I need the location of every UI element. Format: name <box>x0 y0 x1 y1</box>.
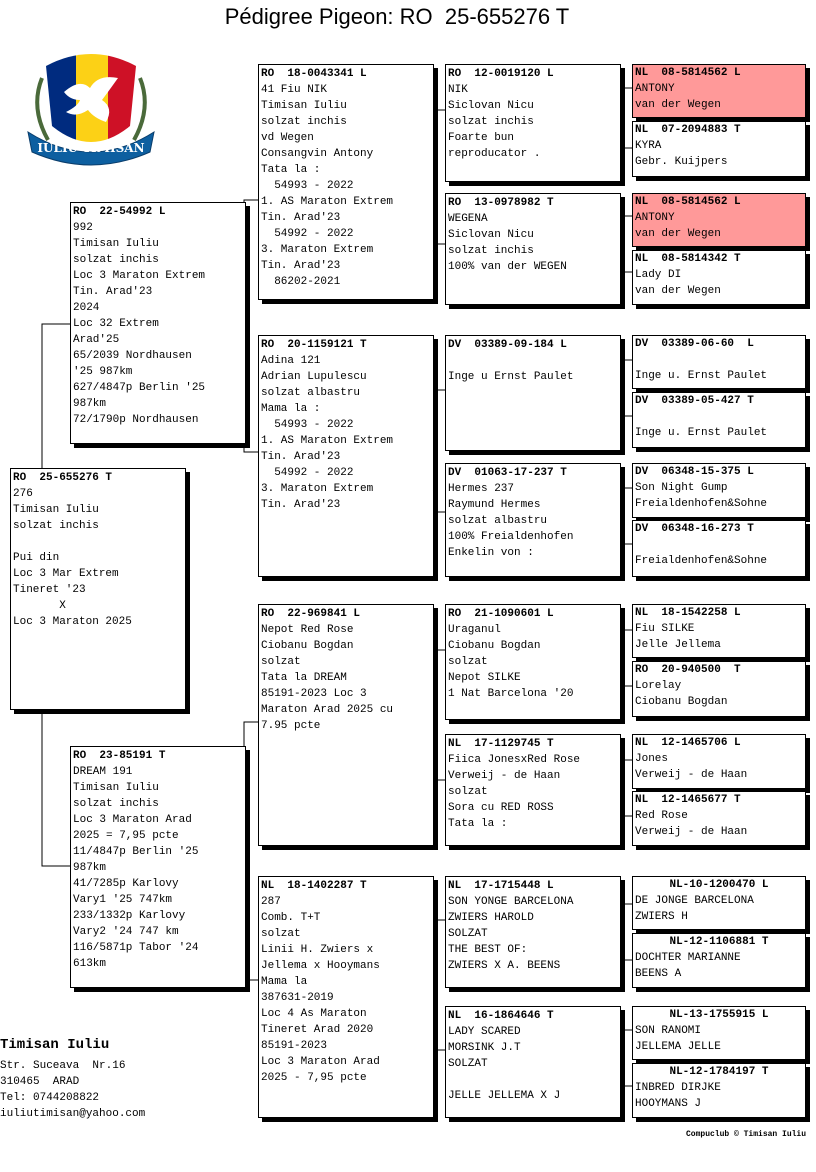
pigeon-info-line: solzat <box>261 928 301 940</box>
owner-info <box>0 1036 145 1122</box>
pigeon-info-line: Ciobanu Bogdan <box>635 696 728 708</box>
pigeon-info-line: solzat inchis <box>73 798 159 810</box>
pigeon-info-line: 3. Maraton Extrem <box>261 483 374 495</box>
pigeon-info-line <box>446 353 620 369</box>
ring-number: NL 18-1542258 L <box>635 607 741 619</box>
pigeon-info-line: Freialdenhofen&Sohne <box>635 498 768 510</box>
pigeon-info-line: Fiu SILKE <box>635 623 695 635</box>
pigeon-dds <box>445 876 621 988</box>
pigeon-info-line: ZWIERS X A. BEENS <box>448 960 561 972</box>
pigeon-info-line: Tin. Arad'23 <box>261 499 341 511</box>
pigeon-info-line: 3. Maraton Extrem <box>261 244 374 256</box>
pigeon-info-line: DOCHTER MARIANNE <box>635 952 741 964</box>
pigeon-info-line: Timisan Iuliu <box>261 100 347 112</box>
pigeon-info-line: Tin. Arad'23 <box>261 260 341 272</box>
pigeon-info-line: SON YONGE BARCELONA <box>448 896 574 908</box>
pigeon-info-line: Jelle Jellema <box>635 639 721 651</box>
ring-number: NL 07-2094883 T <box>635 124 741 136</box>
pigeon-info-line: Tineret '23 <box>13 584 86 596</box>
pigeon-info-line: Tata la : <box>448 818 508 830</box>
ring-number: DV 03389-06-60 L <box>635 338 754 350</box>
pigeon-g12 <box>632 791 806 846</box>
pigeon-info-line: SOLZAT <box>448 928 488 940</box>
pigeon-info-line: Comb. T+T <box>261 912 321 924</box>
pigeon-info-line: Ciobanu Bogdan <box>261 640 354 652</box>
pigeon-info-line: 1. AS Maraton Extrem <box>261 435 394 447</box>
pigeon-info-line: SON RANOMI <box>635 1025 702 1037</box>
pigeon-info-line: 100% Freialdenhofen <box>448 531 574 543</box>
pigeon-info-line: solzat inchis <box>13 520 99 532</box>
pigeon-info-line: van der Wegen <box>635 285 721 297</box>
owner-phone: Tel: 0744208822 <box>0 1092 100 1104</box>
pigeon-info-line: Hermes 237 <box>448 483 515 495</box>
ring-number: DV 03389-05-427 T <box>635 395 754 407</box>
pigeon-info-line: Sora cu RED ROSS <box>448 802 554 814</box>
pigeon-info-line: Fiica JonesxRed Rose <box>448 754 581 766</box>
pigeon-info-line: Timisan Iuliu <box>73 238 159 250</box>
pigeon-info-line: ANTONY <box>635 83 675 95</box>
ring-number: NL 17-1129745 T <box>448 738 554 750</box>
pigeon-sire <box>70 202 246 444</box>
pigeon-info-line: HOOYMANS J <box>635 1098 702 1110</box>
pigeon-info-line: solzat inchis <box>448 245 534 257</box>
ring-number: NL 12-1465677 T <box>635 794 741 806</box>
pigeon-info-line: Verweij - de Haan <box>635 769 748 781</box>
pigeon-info-line: Tineret Arad 2020 <box>261 1024 374 1036</box>
pigeon-info-line: 100% van der WEGEN <box>448 261 567 273</box>
pigeon-info-line: Adrian Lupulescu <box>261 371 367 383</box>
pigeon-info-line: NIK <box>448 84 468 96</box>
pigeon-info-line: 2024 <box>73 302 100 314</box>
owner-email: iuliutimisan@yahoo.com <box>0 1108 146 1120</box>
pigeon-info-line: 72/1790p Nordhausen <box>73 414 199 426</box>
ring-number: DV 06348-16-273 T <box>635 523 754 535</box>
pigeon-info-line: Verweij - de Haan <box>448 770 561 782</box>
pigeon-info-line: Tata la : <box>261 164 321 176</box>
pigeon-ssd <box>445 193 621 305</box>
pigeon-info-line: Mama la <box>261 976 308 988</box>
pigeon-g1 <box>632 64 806 118</box>
pigeon-g2 <box>632 121 806 177</box>
footer-credit: Compuclub © Timisan Iuliu <box>686 1130 807 1139</box>
pigeon-info-line: 54992 - 2022 <box>261 467 354 479</box>
pigeon-info-line: 627/4847p Berlin '25 <box>73 382 206 394</box>
ring-number: NL-10-1200470 L <box>669 879 769 891</box>
pigeon-info-line: Raymund Hermes <box>448 499 541 511</box>
pigeon-info-line: '25 987km <box>73 366 133 378</box>
pigeon-info-line: KYRA <box>635 140 662 152</box>
pigeon-info-line: Loc 3 Maraton 2025 <box>13 616 132 628</box>
owner-name: Timisan Iuliu <box>0 1037 110 1053</box>
pigeon-info-line: Timisan Iuliu <box>13 504 99 516</box>
pigeon-info-line: Loc 4 As Maraton <box>261 1008 367 1020</box>
pigeon-info-line: LADY SCARED <box>448 1026 521 1038</box>
pigeon-g14 <box>632 933 806 988</box>
pigeon-info-line: Nepot Red Rose <box>261 624 354 636</box>
ring-number: RO 13-0978982 T <box>448 197 554 209</box>
pigeon-info-line: Arad'25 <box>73 334 120 346</box>
pigeon-sire-sire <box>258 64 434 300</box>
pigeon-g11 <box>632 734 806 789</box>
pigeon-info-line: Ciobanu Bogdan <box>448 640 541 652</box>
pigeon-info-line: vd Wegen <box>261 132 314 144</box>
pigeon-g9 <box>632 604 806 658</box>
pigeon-info-line: Maraton Arad 2025 cu <box>261 704 394 716</box>
pigeon-info-line: 387631-2019 <box>261 992 334 1004</box>
pigeon-info-line: Son Night Gump <box>635 482 728 494</box>
ring-number: RO 21-1090601 L <box>448 608 554 620</box>
pigeon-info-line: Pui din <box>13 552 60 564</box>
page-title: Pédigree Pigeon: RO 25-655276 T <box>224 4 570 29</box>
pigeon-g8 <box>632 520 806 577</box>
pigeon-info-line: Lorelay <box>635 680 682 692</box>
ring-number: NL-13-1755915 L <box>669 1009 769 1021</box>
pigeon-info-line: Lady DI <box>635 269 682 281</box>
pigeon-info-line: Loc 3 Maraton Arad <box>73 814 192 826</box>
ring-number: NL-12-1106881 T <box>669 936 769 948</box>
pigeon-dss <box>445 604 621 720</box>
pigeon-info-line: Uraganul <box>448 624 501 636</box>
pigeon-info-line: INBRED DIRJKE <box>635 1082 721 1094</box>
pigeon-info-line: Foarte bun <box>448 132 515 144</box>
pigeon-info-line <box>633 352 805 368</box>
ring-number: RO 20-1159121 T <box>261 339 367 351</box>
ring-number: RO 23-85191 T <box>73 750 166 762</box>
pigeon-info-line: WEGENA <box>448 213 488 225</box>
ring-number: NL-12-1784197 T <box>669 1066 769 1078</box>
pigeon-info-line: 86202-2021 <box>261 276 341 288</box>
pigeon-info-line: 41/7285p Karlovy <box>73 878 179 890</box>
pigeon-info-line: Adina 121 <box>261 355 321 367</box>
pigeon-dam-dam <box>258 876 434 1118</box>
pigeon-info-line: Vary2 '24 747 km <box>73 926 179 938</box>
pigeon-g6 <box>632 392 806 448</box>
pigeon-info-line: 992 <box>73 222 93 234</box>
pigeon-info-line: Vary1 '25 747km <box>73 894 173 906</box>
ring-number: RO 22-969841 L <box>261 608 361 620</box>
ring-number: NL 08-5814562 L <box>635 196 741 208</box>
pigeon-info-line: solzat albastru <box>261 387 361 399</box>
pigeon-info-line: DREAM 191 <box>73 766 133 778</box>
logo-text: IULIU TIMISAN <box>37 141 145 155</box>
pigeon-info-line: solzat inchis <box>73 254 159 266</box>
pigeon-sdd <box>445 463 621 577</box>
pigeon-info-line: 613km <box>73 958 107 970</box>
pigeon-info-line: Linii H. Zwiers x <box>261 944 374 956</box>
ring-number: NL 12-1465706 L <box>635 737 741 749</box>
pigeon-sss <box>445 64 621 182</box>
pigeon-info-line: DE JONGE BARCELONA <box>635 895 754 907</box>
pigeon-info-line: 116/5871p Tabor '24 <box>73 942 199 954</box>
ring-number: NL 08-5814562 L <box>635 67 741 79</box>
pigeon-g10 <box>632 661 806 717</box>
pigeon-info-line: 85191-2023 <box>261 1040 328 1052</box>
pigeon-info-line: Siclovan Nicu <box>448 100 534 112</box>
pigeon-info-line: 287 <box>261 896 281 908</box>
pigeon-g5 <box>632 335 806 389</box>
ring-number: RO 18-0043341 L <box>261 68 367 80</box>
pigeon-ddd <box>445 1006 621 1118</box>
pigeon-dam-sire <box>258 604 434 846</box>
pigeon-info-line: 2025 = 7,95 pcte <box>73 830 179 842</box>
pigeon-g13 <box>632 876 806 930</box>
pigeon-info-line: solzat inchis <box>448 116 534 128</box>
ring-number: DV 06348-15-375 L <box>635 466 754 478</box>
pigeon-info-line: van der Wegen <box>635 228 721 240</box>
pigeon-info-line: 987km <box>73 862 107 874</box>
pigeon-subject <box>10 468 186 710</box>
pigeon-info-line: 41 Fiu NIK <box>261 84 328 96</box>
pigeon-info-line: 54993 - 2022 <box>261 419 354 431</box>
pigeon-info-line: BEENS A <box>635 968 682 980</box>
pigeon-g16 <box>632 1063 806 1118</box>
pigeon-info-line: 1. AS Maraton Extrem <box>261 196 394 208</box>
pigeon-info-line: ZWIERS H <box>635 911 688 923</box>
pigeon-info-line <box>633 409 805 425</box>
pigeon-info-line: ZWIERS HAROLD <box>448 912 534 924</box>
owner-city: 310465 ARAD <box>0 1076 80 1088</box>
pigeon-info-line <box>633 537 805 545</box>
pigeon-info-line: Freialdenhofen&Sohne <box>635 555 768 567</box>
ring-number: NL 08-5814342 T <box>635 253 741 265</box>
ring-number: RO 12-0019120 L <box>448 68 554 80</box>
ring-number: RO 25-655276 T <box>13 472 113 484</box>
pigeon-info-line: Loc 3 Mar Extrem <box>13 568 119 580</box>
pigeon-info-line: Jellema x Hooymans <box>261 960 380 972</box>
pigeon-info-line: 233/1332p Karlovy <box>73 910 186 922</box>
pigeon-g15 <box>632 1006 806 1060</box>
pigeon-info-line: Inge u Ernst Paulet <box>448 371 574 383</box>
pigeon-info-line: Mama la : <box>261 403 321 415</box>
pigeon-sire-dam <box>258 335 434 577</box>
ring-number: NL 18-1402287 T <box>261 880 367 892</box>
pigeon-info-line: solzat <box>261 656 301 668</box>
ring-number: DV 03389-09-184 L <box>448 339 567 351</box>
pigeon-info-line: 276 <box>13 488 33 500</box>
ring-number: RO 22-54992 L <box>73 206 166 218</box>
pigeon-info-line <box>446 1072 620 1088</box>
pigeon-info-line: Red Rose <box>635 810 688 822</box>
pigeon-info-line: 2025 - 7,95 pcte <box>261 1072 367 1084</box>
pigeon-info-line: SOLZAT <box>448 1058 488 1070</box>
pigeon-info-line: Loc 3 Maraton Extrem <box>73 270 206 282</box>
ring-number: NL 17-1715448 L <box>448 880 554 892</box>
pigeon-info-line: Verweij - de Haan <box>635 826 748 838</box>
pigeon-info-line: solzat albastru <box>448 515 548 527</box>
pigeon-info-line: solzat <box>448 786 488 798</box>
pigeon-info-line: MORSINK J.T <box>448 1042 521 1054</box>
pigeon-sds <box>445 335 621 451</box>
pigeon-info-line <box>633 545 805 553</box>
pigeon-info-line: 7.95 pcte <box>261 720 321 732</box>
pigeon-info-line: Inge u. Ernst Paulet <box>635 427 768 439</box>
pigeon-info-line: 54992 - 2022 <box>261 228 354 240</box>
pigeon-info-line: Nepot SILKE <box>448 672 521 684</box>
pigeon-info-line: reproducator . <box>448 148 541 160</box>
pigeon-info-line: 65/2039 Nordhausen <box>73 350 192 362</box>
pigeon-info-line: 11/4847p Berlin '25 <box>73 846 199 858</box>
pigeon-info-line: JELLE JELLEMA X J <box>448 1090 561 1102</box>
pigeon-g7 <box>632 463 806 518</box>
pigeon-info-line: 85191-2023 Loc 3 <box>261 688 367 700</box>
pigeon-dsd <box>445 734 621 846</box>
pigeon-info-line: Siclovan Nicu <box>448 229 534 241</box>
pigeon-dam <box>70 746 246 988</box>
pigeon-info-line: Loc 3 Maraton Arad <box>261 1056 380 1068</box>
ring-number: NL 16-1864646 T <box>448 1010 554 1022</box>
pigeon-info-line: 987km <box>73 398 107 410</box>
pigeon-info-line: Loc 32 Extrem <box>73 318 159 330</box>
pigeon-info-line: Consangvin Antony <box>261 148 374 160</box>
pigeon-info-line: Tin. Arad'23 <box>261 212 341 224</box>
owner-address: Str. Suceava Nr.16 <box>0 1060 126 1072</box>
pigeon-info-line: Inge u. Ernst Paulet <box>635 370 768 382</box>
ring-number: DV 01063-17-237 T <box>448 467 567 479</box>
pigeon-info-line: Tin. Arad'23 <box>261 451 341 463</box>
pigeon-info-line: X <box>13 600 66 612</box>
pigeon-info-line: THE BEST OF: <box>448 944 528 956</box>
pigeon-info-line: Tin. Arad'23 <box>73 286 153 298</box>
pigeon-info-line <box>11 534 185 550</box>
pigeon-info-line: 54993 - 2022 <box>261 180 354 192</box>
ring-number: RO 20-940500 T <box>635 664 741 676</box>
pigeon-info-line: Enkelin von : <box>448 547 534 559</box>
pigeon-info-line: solzat inchis <box>261 116 347 128</box>
pigeon-g4 <box>632 250 806 305</box>
pigeon-g3 <box>632 193 806 247</box>
pigeon-info-line: Tata la DREAM <box>261 672 347 684</box>
pigeon-info-line: Timisan Iuliu <box>73 782 159 794</box>
pigeon-info-line: solzat <box>448 656 488 668</box>
pigeon-info-line: ANTONY <box>635 212 675 224</box>
pigeon-info-line: Jones <box>635 753 669 765</box>
pigeon-info-line: van der Wegen <box>635 99 721 111</box>
pigeon-info-line: JELLEMA JELLE <box>635 1041 721 1053</box>
pigeon-info-line: 1 Nat Barcelona '20 <box>448 688 574 700</box>
pigeon-info-line: Gebr. Kuijpers <box>635 156 728 168</box>
